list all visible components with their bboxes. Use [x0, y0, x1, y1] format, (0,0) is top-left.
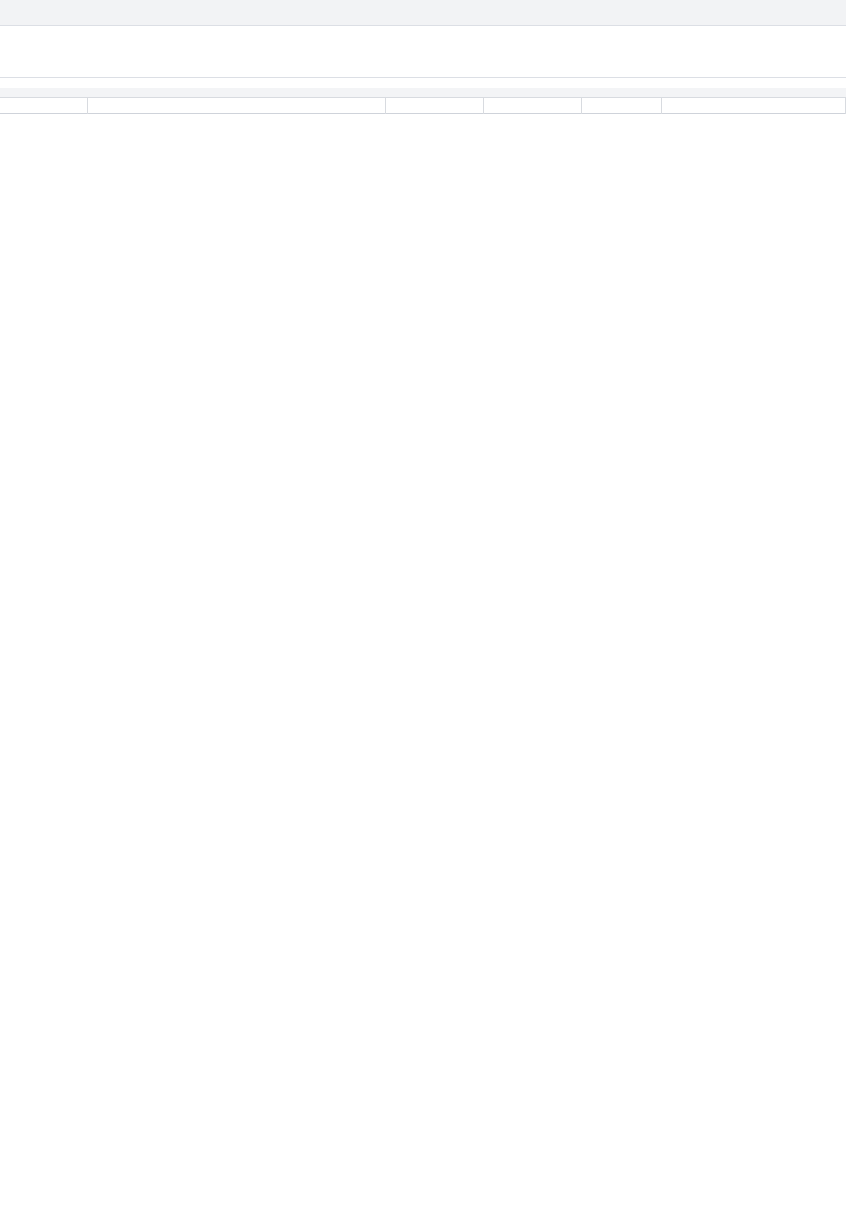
toolbar: [0, 26, 846, 78]
header-status[interactable]: [582, 98, 662, 114]
header-row: [0, 98, 846, 114]
header-suggestion[interactable]: [88, 98, 386, 114]
header-reply[interactable]: [662, 98, 846, 114]
header-ops-priority[interactable]: [386, 98, 484, 114]
sheet-tab-bar: [0, 0, 846, 26]
header-player[interactable]: [0, 98, 88, 114]
column-letter-header: [0, 88, 846, 98]
header-marketing-priority[interactable]: [484, 98, 582, 114]
